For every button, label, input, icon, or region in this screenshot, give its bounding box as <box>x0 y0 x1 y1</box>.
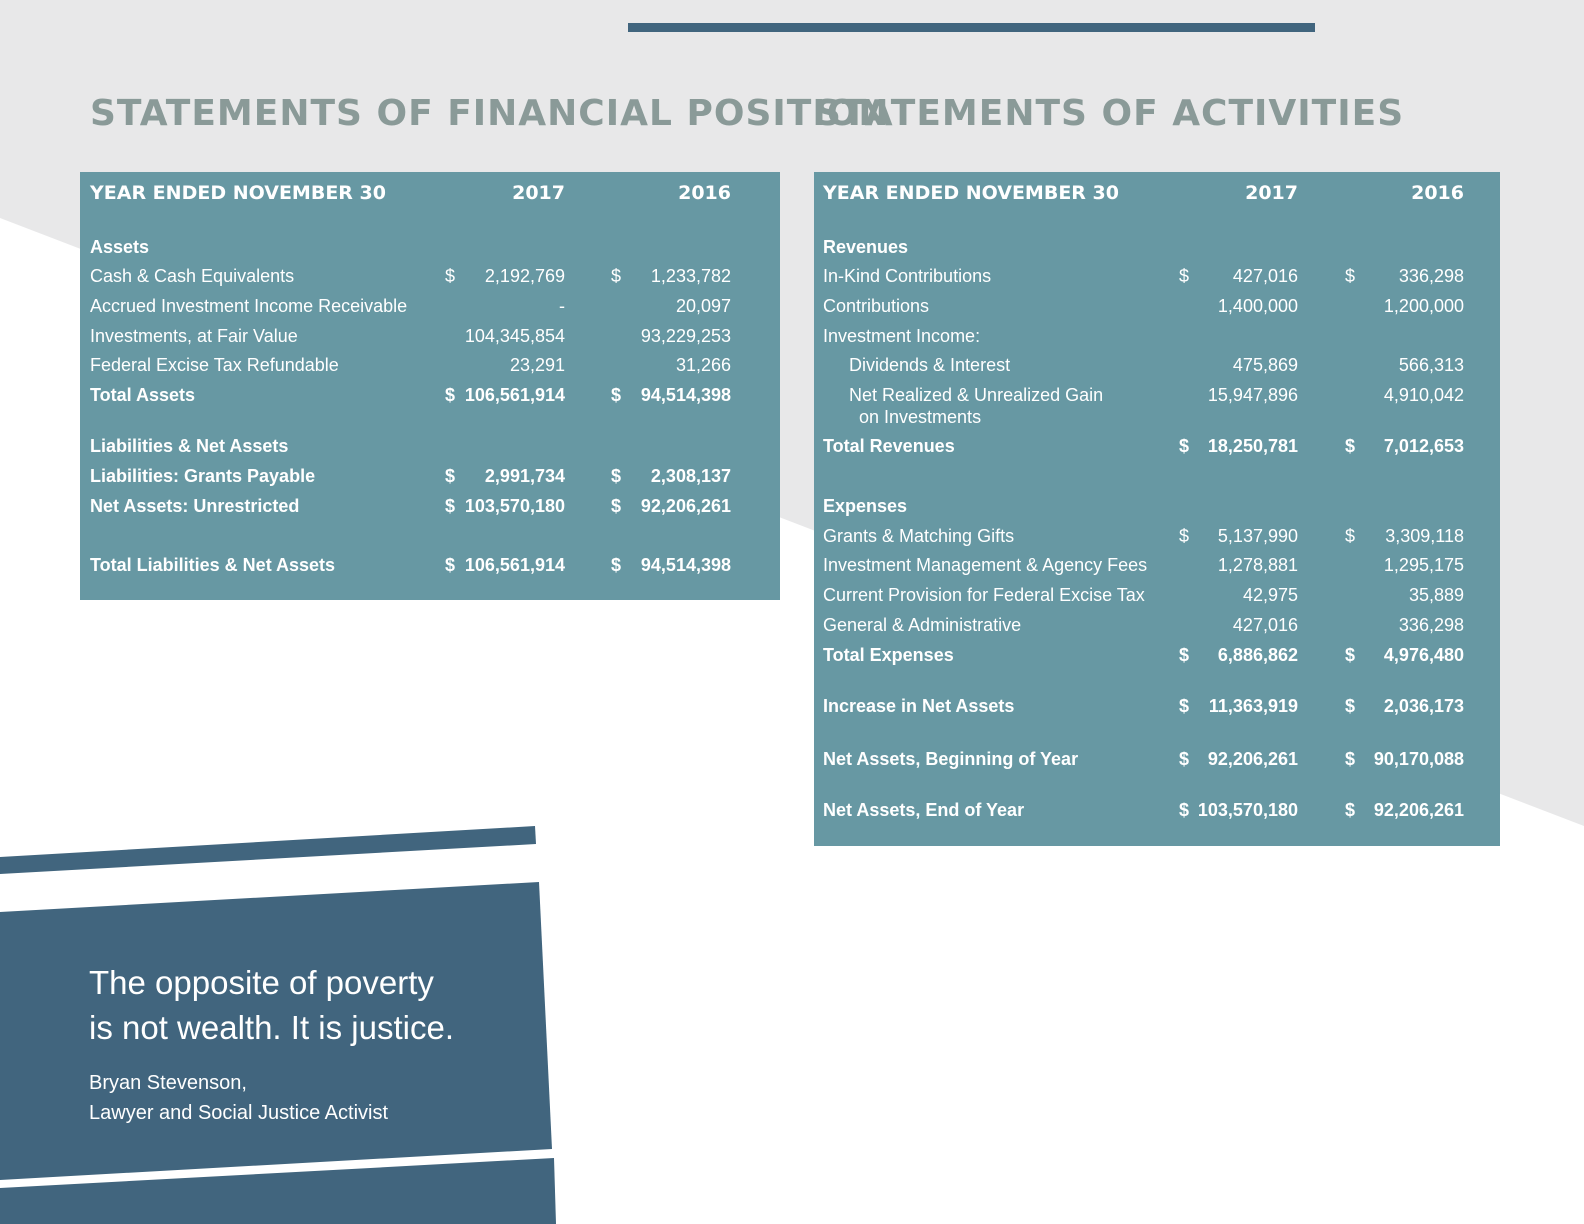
value-2016: 90,170,088 <box>1373 749 1464 769</box>
dollar-sign: $ <box>445 555 456 575</box>
row-label: Liabilities: Grants Payable <box>90 466 316 486</box>
table-row <box>814 291 1500 321</box>
row-label: Expenses <box>823 496 908 516</box>
value-2017: 106,561,914 <box>464 385 565 405</box>
row-label: Assets <box>90 237 150 257</box>
total-row <box>80 380 780 410</box>
row-label: Federal Excise Tax Refundable <box>90 355 339 375</box>
value-2016: 2,308,137 <box>650 466 731 486</box>
value-2017: 18,250,781 <box>1207 436 1298 456</box>
value-2017: 15,947,896 <box>1207 385 1298 405</box>
value-2017: 104,345,854 <box>464 326 565 346</box>
total-row <box>814 691 1500 721</box>
section-expenses <box>814 491 1500 521</box>
header-col-2016: 2016 <box>678 182 731 204</box>
row-label: General & Administrative <box>823 615 1022 635</box>
dollar-sign: $ <box>1179 749 1190 769</box>
value-2017: 427,016 <box>1232 266 1298 286</box>
value-2016: 20,097 <box>675 296 731 316</box>
value-2016: 2,036,173 <box>1383 696 1464 716</box>
row-label: Total Assets <box>90 385 196 405</box>
value-2017: 6,886,862 <box>1217 645 1298 665</box>
value-2016: 4,910,042 <box>1383 385 1464 405</box>
total-row <box>814 431 1500 461</box>
dollar-sign: $ <box>1345 800 1356 820</box>
row-label-continued: on Investments <box>859 407 982 427</box>
section-liabilities <box>80 431 780 461</box>
thin-diagonal-band <box>0 826 536 874</box>
row-label: Increase in Net Assets <box>823 696 1015 716</box>
header-col-2017: 2017 <box>1245 182 1298 204</box>
value-2016: 31,266 <box>675 355 731 375</box>
value-2017: 1,278,881 <box>1217 555 1298 575</box>
row-label: Investment Income: <box>823 326 981 346</box>
value-2016: 3,309,118 <box>1385 526 1464 546</box>
row-label: Revenues <box>823 237 909 257</box>
value-2017: 1,400,000 <box>1217 296 1298 316</box>
header-label: YEAR ENDED NOVEMBER 30 <box>90 182 386 204</box>
dollar-sign: $ <box>611 555 622 575</box>
value-2016: 94,514,398 <box>640 555 731 575</box>
dollar-sign: $ <box>445 466 456 486</box>
row-label: Investment Management & Agency Fees <box>823 555 1148 575</box>
section-revenues <box>814 232 1500 262</box>
table-row <box>80 321 780 351</box>
dollar-sign: $ <box>1179 526 1190 546</box>
value-2016: 336,298 <box>1398 266 1464 286</box>
table-row <box>814 521 1500 551</box>
table-row <box>80 491 780 521</box>
row-label: Investments, at Fair Value <box>90 326 298 346</box>
dollar-sign: $ <box>1179 266 1190 286</box>
row-label: Dividends & Interest <box>849 355 1011 375</box>
table-row <box>814 550 1500 580</box>
value-2016: 93,229,253 <box>640 326 731 346</box>
value-2016: 4,976,480 <box>1383 645 1464 665</box>
value-2017: - <box>559 296 565 316</box>
table-row <box>80 350 780 380</box>
value-2016: 7,012,653 <box>1383 436 1464 456</box>
dollar-sign: $ <box>611 266 622 286</box>
table-row <box>814 321 1500 351</box>
dollar-sign: $ <box>1179 436 1190 456</box>
dollar-sign: $ <box>611 466 622 486</box>
value-2017: 427,016 <box>1232 615 1298 635</box>
dollar-sign: $ <box>1179 645 1190 665</box>
table-row <box>814 610 1500 640</box>
value-2017: 2,192,769 <box>484 266 565 286</box>
value-2016: 1,295,175 <box>1383 555 1464 575</box>
row-label: Net Assets: Unrestricted <box>90 496 300 516</box>
table-row <box>80 291 780 321</box>
value-2016: 1,200,000 <box>1383 296 1464 316</box>
row-label: Net Realized & Unrealized Gain <box>849 385 1104 405</box>
value-2016: 92,206,261 <box>1373 800 1464 820</box>
row-label: Net Assets, End of Year <box>823 800 1025 820</box>
row-label: In-Kind Contributions <box>823 266 992 286</box>
row-label: Total Expenses <box>823 645 954 665</box>
value-2017: 106,561,914 <box>464 555 565 575</box>
value-2016: 92,206,261 <box>640 496 731 516</box>
dollar-sign: $ <box>445 266 456 286</box>
value-2017: 2,991,734 <box>484 466 565 486</box>
total-row <box>814 795 1500 825</box>
dollar-sign: $ <box>1345 696 1356 716</box>
table-row <box>814 350 1500 380</box>
value-2017: 92,206,261 <box>1207 749 1298 769</box>
section-assets <box>80 232 780 262</box>
dollar-sign: $ <box>1179 696 1190 716</box>
table-header <box>80 178 780 208</box>
top-accent-bar <box>628 23 1315 32</box>
value-2017: 23,291 <box>509 355 565 375</box>
dollar-sign: $ <box>611 496 622 516</box>
value-2016: 94,514,398 <box>640 385 731 405</box>
value-2017: 103,570,180 <box>464 496 565 516</box>
dollar-sign: $ <box>1345 266 1356 286</box>
dollar-sign: $ <box>445 496 456 516</box>
total-row <box>814 744 1500 774</box>
quote-text: The opposite of poverty is not wealth. It is justice. <box>89 964 454 1046</box>
header-col-2016: 2016 <box>1411 182 1464 204</box>
value-2017: 475,869 <box>1232 355 1298 375</box>
value-2016: 336,298 <box>1398 615 1464 635</box>
dollar-sign: $ <box>1345 749 1356 769</box>
row-label: Net Assets, Beginning of Year <box>823 749 1079 769</box>
value-2016: 566,313 <box>1398 355 1464 375</box>
table-row <box>80 461 780 491</box>
row-label: Contributions <box>823 296 930 316</box>
activities-heading: STATEMENTS OF ACTIVITIES <box>815 93 1405 134</box>
dollar-sign: $ <box>1345 436 1356 456</box>
value-2017: 42,975 <box>1242 585 1298 605</box>
table-row <box>814 580 1500 610</box>
row-label: Total Liabilities & Net Assets <box>90 555 336 575</box>
row-label: Current Provision for Federal Excise Tax <box>823 585 1145 605</box>
table-header <box>814 178 1500 208</box>
dollar-sign: $ <box>445 385 456 405</box>
value-2016: 1,233,782 <box>650 266 731 286</box>
total-row <box>80 550 780 580</box>
value-2017: 103,570,180 <box>1197 800 1298 820</box>
dollar-sign: $ <box>1179 800 1190 820</box>
header-label: YEAR ENDED NOVEMBER 30 <box>823 182 1119 204</box>
activities-table <box>814 172 1500 846</box>
financial-position-heading: STATEMENTS OF FINANCIAL POSITION <box>90 93 890 134</box>
dollar-sign: $ <box>1345 645 1356 665</box>
row-label: Accrued Investment Income Receivable <box>90 296 408 316</box>
dollar-sign: $ <box>611 385 622 405</box>
row-label: Total Revenues <box>823 436 955 456</box>
value-2017: 11,363,919 <box>1208 696 1298 716</box>
table-row <box>814 261 1500 291</box>
value-2017: 5,137,990 <box>1217 526 1298 546</box>
financial-position-table <box>80 172 780 600</box>
total-row <box>814 640 1500 670</box>
row-label: Grants & Matching Gifts <box>823 526 1015 546</box>
table-row <box>80 261 780 291</box>
header-col-2017: 2017 <box>512 182 565 204</box>
dollar-sign: $ <box>1345 526 1356 546</box>
row-label: Liabilities & Net Assets <box>90 436 289 456</box>
value-2016: 35,889 <box>1408 585 1464 605</box>
quote-author: Bryan Stevenson, Lawyer and Social Justice Activist <box>89 1072 389 1124</box>
row-label: Cash & Cash Equivalents <box>90 266 295 286</box>
